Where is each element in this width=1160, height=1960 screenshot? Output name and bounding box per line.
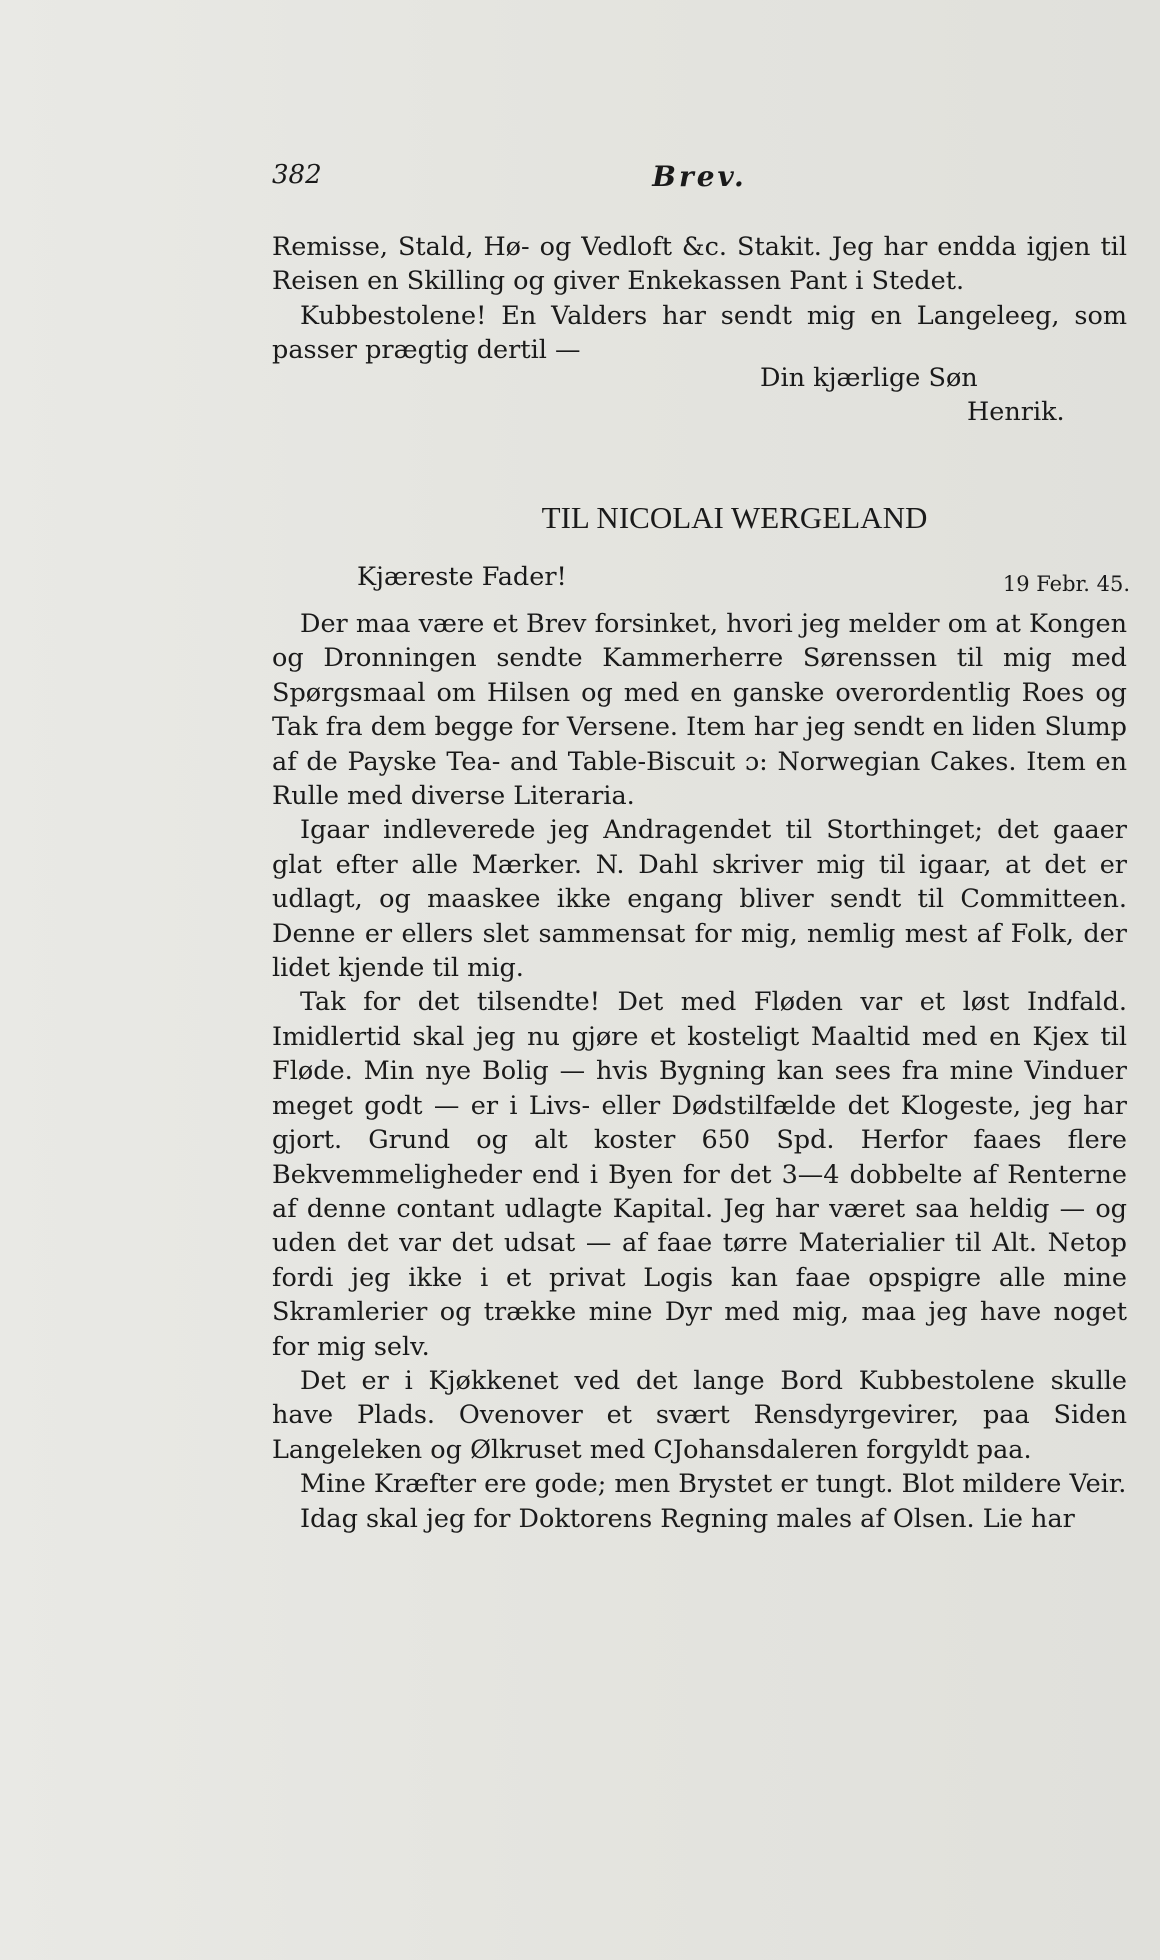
page-header [272,160,1127,200]
signoff: Din kjærlige Søn [760,363,978,393]
salutation: Kjæreste Fader! [357,562,567,592]
letter-closing [272,361,1127,430]
paragraph: Idag skal jeg for Doktorens Regning males af Olsen. Lie har [300,1503,1075,1534]
paragraph: Mine Kræfter ere gode; men Brystet er tungt. Blot mildere Veir. [300,1469,1127,1500]
page-number: 382 [272,160,322,190]
letter-body [272,607,1127,1536]
paragraph: Det er i Kjøkkenet ved det lange Bord Kubbestolene skulle have Plads. Ovenover et svært Rensdyrgevirer, paa Siden Langeleken og Ølkruset med CJohansdaleren forgyldt paa. [272,1365,1127,1465]
letter-heading: TIL NICOLAI WERGELAND [541,500,928,535]
paragraph: Der maa være et Brev forsinket, hvori jeg melder om at Kongen og Dronningen sendte Kammerherre Sørenssen til mig med Spørgsmaal om Hilsen og med en ganske overordentlig Roes og Tak fra dem begge for Versene. Item har jeg sendt en liden Slump af de Payske Tea- and Table-Biscuit ɔ: Norwegian Cakes. Item en Rulle med diverse Literaria. [272,609,1127,812]
signature: Henrik. [967,397,1065,428]
paragraph: Igaar indleverede jeg Andragendet til Storthinget; det gaaer glat efter alle Mærker. N. Dahl skriver mig til igaar, at det er udlagt, og maaskee ikke engang bliver sendt til Committeen. Denne er ellers slet sammensat for mig, nemlig mest af Folk, der lidet kjende til mig. [272,815,1127,984]
letter-date: 19 Febr. 45. [1002,572,1130,596]
paragraph: Remisse, Stald, Hø- og Vedloft &c. Stakit. Jeg har endda igjen til Reisen en Skilling og giver Enkekassen Pant i Stedet. [272,232,1127,297]
running-head: Brev. [652,160,747,193]
paragraph: Tak for det tilsendte! Det med Fløden var et løst Indfald. Imidlertid skal jeg nu gjøre et kosteligt Maaltid med en Kjex til Fløde. Min nye Bolig — hvis Bygning kan sees fra mine Vinduer meget godt — er i Livs- eller Dødstilfælde det Klogeste, jeg har gjort. Grund og alt koster 650 Spd. Herfor faaes flere Bekvemmeligheder end i Byen for det 3—4 dobbelte af Renterne af denne contant udlagte Kapital. Jeg har været saa heldig — og uden det var det udsat — af faae tørre Materialier til Alt. Netop fordi jeg ikke i et privat Logis kan faae opspigre alle mine Skramlerier og trække mine Dyr med mig, maa jeg have noget for mig selv. [272,987,1127,1362]
paragraph: Kubbestolene! En Valders har sendt mig en Langeleeg, som passer prægtig dertil — [272,300,1127,366]
previous-letter-text [272,230,1127,368]
